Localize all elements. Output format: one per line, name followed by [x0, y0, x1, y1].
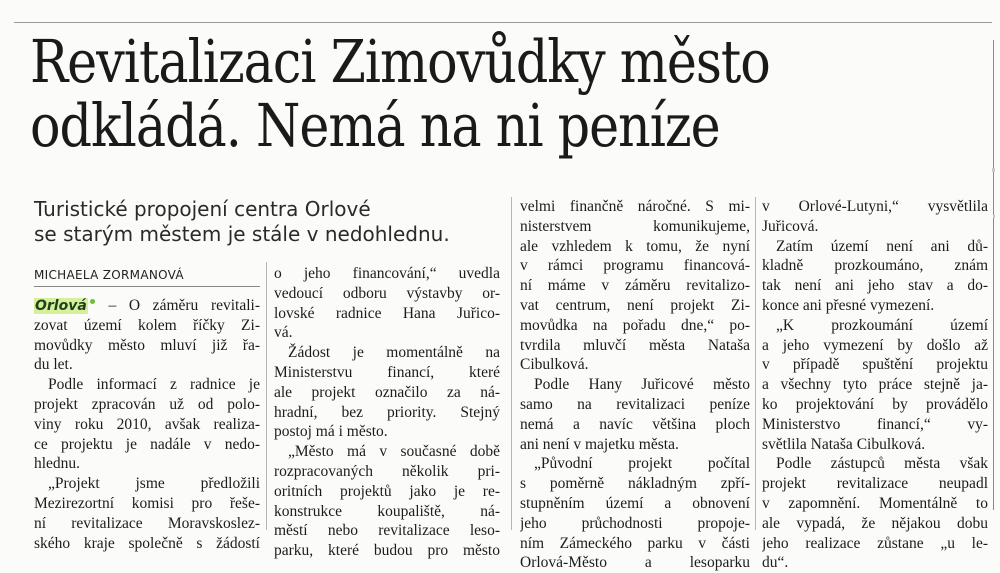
text-line: hradní, bez priority. Stejný	[274, 403, 500, 421]
text-line: tak není ani jeho stav a do-	[762, 277, 988, 295]
text-line: parku, které budou pro město	[274, 542, 500, 560]
article-column-3	[520, 197, 750, 573]
text-line: Podle zástupců města však	[776, 455, 988, 473]
text-line: viny roku 2010, avšak realiza-	[34, 415, 260, 433]
text-line: hlednu.	[34, 455, 81, 473]
text-line: v případě spuštění projektu	[762, 356, 988, 374]
author-byline: MICHAELA ZORMANOVÁ	[34, 268, 184, 282]
text-line: lovské radnice Hana Juřico-	[274, 304, 500, 322]
text-line: Orlová-Město a lesoparku	[520, 554, 750, 572]
text-line: rozpracovaných několik pri-	[274, 462, 500, 480]
text-line: světlila Nataša Cibulková.	[762, 435, 926, 453]
text-line: vá.	[274, 324, 293, 342]
article-column-1	[34, 296, 260, 553]
text-line: konstrukce koupaliště, ná-	[274, 502, 500, 520]
text-line: ní máme v záměru revitalizo-	[520, 277, 750, 295]
article-column-2	[274, 264, 500, 561]
text-line: vedoucí odboru výstavby or-	[274, 284, 500, 302]
text-line: postoj má i město.	[274, 423, 388, 441]
text-line	[34, 296, 260, 316]
text-line: du let.	[34, 356, 73, 374]
text-line: Žádost je momentálně na	[288, 344, 500, 362]
text-line: v rámci programu financová-	[520, 257, 750, 275]
text-line: Cibulková.	[520, 356, 589, 374]
text-line: Zatím území není ani dů-	[776, 237, 988, 255]
text-line-content: – O záměru revitali-	[95, 297, 260, 314]
text-line: samo na revitalizaci peníze	[520, 395, 750, 413]
text-line: Podle informací z radnice je	[48, 376, 260, 394]
text-line: projekt zpracován už od polo-	[34, 395, 260, 413]
subheadline-line: Turistické propojení centra Orlové	[34, 197, 371, 221]
column-divider	[266, 262, 267, 530]
text-line: ale vypadá, že nějakou dobu	[762, 514, 988, 532]
text-line: stupněním území a obnovení	[520, 494, 750, 512]
text-line: movůdky město mluví již řa-	[34, 336, 260, 354]
column-divider	[755, 197, 756, 530]
text-line: velmi finančně náročné. S mi-	[520, 198, 750, 215]
text-line: nemá a navíc většina ploch	[520, 415, 750, 433]
text-line: kladně prozkoumáno, znám	[762, 257, 988, 275]
text-line: s poměrně nákladným zpří-	[520, 475, 750, 493]
text-line: Mezirezortní komisi pro řeše-	[34, 494, 260, 512]
top-rule	[14, 22, 992, 23]
text-line: Ministerstvu financí, které	[274, 363, 500, 381]
dateline-bullet-icon	[90, 299, 95, 304]
dateline-place: Orlová	[35, 298, 87, 314]
text-line: „K prozkoumání území	[776, 316, 988, 334]
text-line: ce projektu je nadále v nedo-	[34, 435, 260, 453]
right-edge-rule	[993, 40, 994, 510]
text-line: Juřicová.	[762, 217, 819, 235]
headline-line: Revitalizaci Zimovůdky město	[30, 27, 770, 96]
text-line: movůdka na pořadu dne,“ po-	[520, 316, 750, 334]
text-line: ani není v majetku města.	[520, 435, 679, 453]
subheadline	[34, 197, 514, 247]
text-line: projekt revitalizace neupadl	[762, 475, 988, 493]
headline-line: odkládá. Nemá na ni peníze	[30, 91, 720, 160]
text-line: ale vzhledem k tomu, že nyní	[520, 237, 750, 255]
text-line: ale projekt označilo za ná-	[274, 383, 500, 401]
text-line: jeho průchodnosti propoje-	[520, 514, 750, 532]
text-line: „Projekt jsme předložili	[48, 475, 260, 493]
text-line: tvrdila mluvčí města Nataša	[520, 336, 750, 354]
text-line: Podle Hany Juřicové město	[534, 376, 750, 394]
scan-speck	[992, 168, 995, 172]
text-line: „Původní projekt počítal	[534, 455, 750, 473]
text-line: ského kraje společně s žádostí	[34, 534, 260, 552]
text-line: konce ani přesné vymezení.	[762, 296, 935, 314]
text-line: jeho realizace zůstane „u le-	[762, 534, 988, 552]
text-line: a všechny tyto práce stejně ja-	[762, 376, 988, 394]
scan-speck	[993, 215, 995, 218]
text-line: ní revitalizace Moravskoslez-	[34, 514, 260, 532]
text-line: du“.	[762, 554, 789, 572]
article-column-4	[762, 197, 988, 573]
text-line: městí nebo revitalizace leso-	[274, 522, 500, 540]
subheadline-line: se starým městem je stále v nedohlednu.	[34, 222, 450, 246]
text-line: nisterstvem komunikujeme,	[520, 217, 750, 235]
headline	[30, 27, 847, 160]
column-divider	[511, 197, 512, 530]
text-line: „Město má v současné době	[288, 443, 500, 461]
text-line: v zapomnění. Momentálně to	[762, 494, 988, 512]
text-line: o jeho financování,“ uvedla	[274, 265, 500, 282]
text-line: ním Zámeckého parku v části	[520, 534, 750, 552]
text-line: zovat území kolem říčky Zi-	[34, 316, 260, 334]
byline-rule	[34, 286, 260, 287]
text-line: a jeho vymezení by došlo až	[762, 336, 988, 354]
text-line: Ministerstvo financí,“ vy-	[762, 415, 988, 433]
text-line: v Orlové-Lutyni,“ vysvětlila	[762, 198, 988, 215]
text-line: vat centrum, není projekt Zi-	[520, 296, 750, 314]
text-line: oritních projektů jako je re-	[274, 482, 500, 500]
text-line: ko projektování by provádělo	[762, 395, 988, 413]
